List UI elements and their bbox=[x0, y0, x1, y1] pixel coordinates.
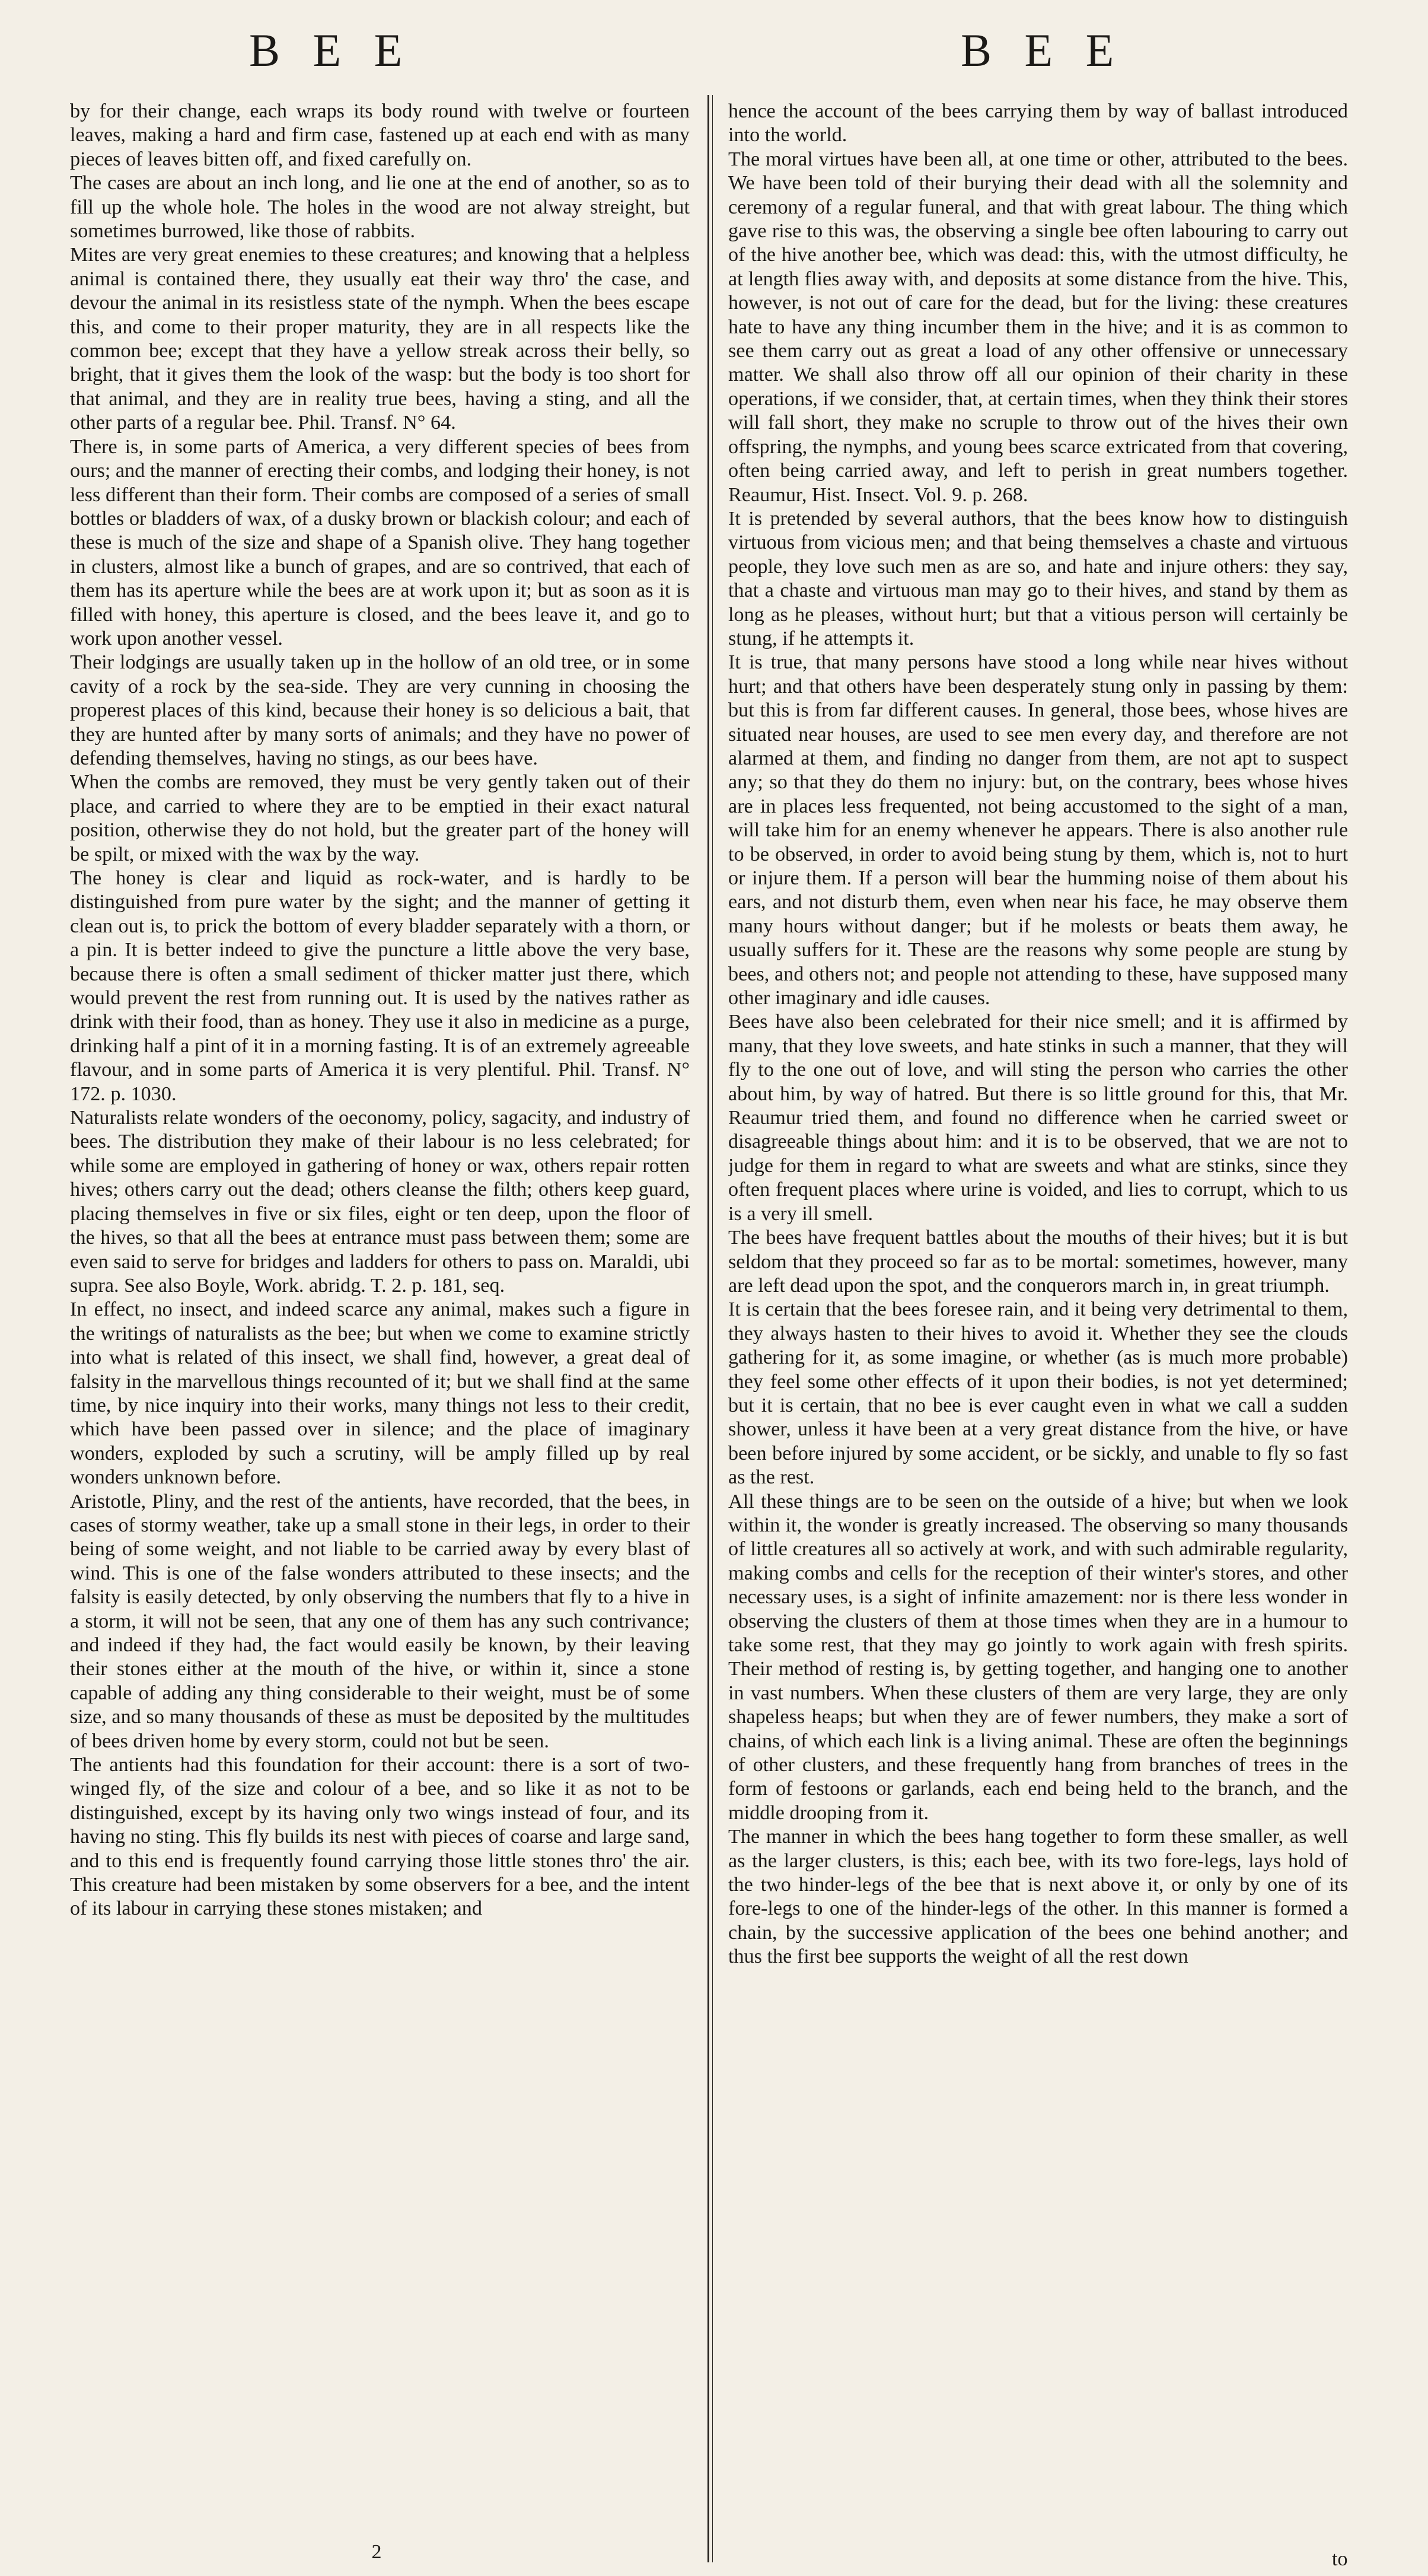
paragraph: All these things are to be seen on the outside of a hive; but when we look within it, the wonder is greatly increased. The observing so many thousands of little creatures all so actively at work, and with such admirable regularity, making combs and cells for the reception of their winter's stores, and other necessary uses, is a sight of infinite amazement: nor is there less wonder in observing the clusters of them at those times when they are in a humour to take some rest, that they may go jointly to work again with fresh spirits. Their method of resting is, by getting together, and hanging one to another in vast numbers. When these clusters of them are very large, they are only shapeless heaps; but when they are of fewer numbers, they make a sort of chains, of which each link is a living animal. These are often the beginnings of other clusters, and these frequently hang from branches of trees in the form of festoons or garlands, each end being held to the branch, and the middle drooping from it. bbox=[728, 1490, 1348, 1824]
paragraph: Their lodgings are usually taken up in the hollow of an old tree, or in some cavity of a rock by the sea-side. They are very cunning in choosing the properest places of this kind, because their honey is so delicious a bait, that they are hunted after by many sorts of animals; and they have no power of defending themselves, having no stings, as our bees have. bbox=[70, 651, 690, 769]
paragraph: When the combs are removed, they must be very gently taken out of their place, and carried to where they are to be emptied in their exact natural position, otherwise they do not hold, but the greater part of the honey will be spilt, or mixed with the wax by the way. bbox=[70, 771, 690, 865]
paragraph: It is true, that many persons have stood a long while near hives without hurt; and that others have been desperately stung only in passing by them: but this is from far different causes. In general, those bees, whose hives are situated near houses, are used to see men every day, and therefore are not alarmed at them, and finding no danger from them, are not apt to suspect any; so that they do them no injury: but, on the contrary, bees whose hives are in places less frequented, not being accustomed to the sight of a man, will take him for an enemy whenever he appears. There is also another rule to be observed, in order to avoid being stung by them, which is, not to hurt or injure them. If a person will bear the humming noise of them about his ears, and not disturb them, even when near his face, he may observe them many hours without danger; but if he molests or beats them away, he usually suffers for it. These are the reasons why some people are stung by bees, and others not; and people not attending to these, have supposed many other imaginary and idle causes. bbox=[728, 651, 1348, 1010]
paragraph: The cases are about an inch long, and lie one at the end of another, so as to fill up the whole hole. The holes in the wood are not alway streight, but sometimes burrowed, like those of rabbits. bbox=[70, 172, 690, 243]
running-head-left: B E E bbox=[249, 24, 413, 76]
paragraph: The honey is clear and liquid as rock-water, and is hardly to be distinguished from pure water by the sight; and the manner of getting it clean out is, to prick the bottom of every bladder separately with a thorn, or a pin. It is better indeed to give the puncture a little above the very base, because there is often a small sediment of thicker matter just there, which would prevent the rest from running out. It is used by the natives rather as drink with their food, than as honey. They use it also in medicine as a purge, drinking half a pint of it in a morning fasting. It is of an extremely agreeable flavour, and in some parts of America it is very plentiful. Phil. Transf. N° 172. p. 1030. bbox=[70, 867, 690, 1105]
page-header bbox=[0, 24, 1428, 107]
paragraph: In effect, no insect, and indeed scarce any animal, makes such a figure in the writings of naturalists as the bee; but when we come to examine strictly into what is related of this insect, we shall find, however, a great deal of falsity in the marvellous things recounted of it; but we shall find at the same time, by nice inquiry into their works, many things not less to their credit, which have been passed over in silence; and the place of imaginary wonders, exploded by such a scrutiny, will be amply filled up by real wonders unknown before. bbox=[70, 1298, 690, 1489]
paragraph: The bees have frequent battles about the mouths of their hives; but it is but seldom that they proceed so far as to be mortal: sometimes, however, many are left dead upon the spot, and the conquerors march in, in great triumph. bbox=[728, 1227, 1348, 1297]
paragraph: The antients had this foundation for their account: there is a sort of two-winged fly, of the size and colour of a bee, and so like it as not to be distinguished, except by its having only two wings instead of four, and its having no sting. This fly builds its nest with pieces of coarse and large sand, and to this end is frequently found carrying those little stones thro' the air. This creature had been mistaken by some observers for a bee, and the intent of its labour in carrying these stones mistaken; and bbox=[70, 1754, 690, 1920]
column-rule bbox=[707, 95, 709, 2562]
paragraph: Aristotle, Pliny, and the rest of the antients, have recorded, that the bees, in cases of stormy weather, take up a small stone in their legs, in order to their being of some weight, and not liable to be carried away by every blast of wind. This is one of the false wonders attributed to these insects; and the falsity is easily detected, by only observing the numbers that fly to a hive in a storm, it will not be seen, that any one of them has any such contrivance; and indeed if they had, the fact would easily be known, by their leaving their stones either at the mouth of the hive, or within it, since a stone capable of adding any thing considerable to their weight, must be of some size, and so many thousands of these as must be deposited by the multitudes of bees driven home by every storm, could not but be seen. bbox=[70, 1490, 690, 1752]
running-head-right: B E E bbox=[961, 24, 1125, 76]
paragraph: The moral virtues have been all, at one time or other, attributed to the bees. We have been told of their burying their dead with all the solemnity and ceremony of a regular funeral, and that with great labour. The thing which gave rise to this was, the observing a single bee often labouring to carry out of the hive another bee, which was dead: this, with the utmost difficulty, he at length flies away with, and deposits at some distance from the hive. This, however, is not out of care for the dead, but for the living: these creatures hate to have any thing incumber them in the hive; and it is as common to see them carry out as great a load of any other offensive or unnecessary matter. We shall also throw off all our opinion of their charity in these operations, if we consider, that, at certain times, when they think their stores will fall short, they make no scruple to throw out of the hives their own offspring, the nymphs, and young bees scarce extricated from that covering, often being carried away, and left to perish in great numbers together. Reaumur, Hist. Insect. Vol. 9. p. 268. bbox=[728, 148, 1348, 506]
paragraph: Mites are very great enemies to these creatures; and knowing that a helpless animal is contained there, they usually eat their way thro' the case, and devour the animal in its resistless state of the nymph. When the bees escape this, and come to their proper maturity, they are in all respects like the common bee; except that they have a yellow streak across their belly, so bright, that it gives them the look of the wasp: but the body is too short for that animal, and they are in reality true bees, having a sting, and all the other parts of a regular bee. Phil. Transf. N° 64. bbox=[70, 244, 690, 434]
paragraph: Naturalists relate wonders of the oeconomy, policy, sagacity, and industry of bees. The distribution they make of their labour is no less celebrated; for while some are employed in gathering of honey or wax, others repair rotten hives; others carry out the dead; others cleanse the filth; others keep guard, placing themselves in five or six files, eight or ten deep, upon the floor of the hives, so that all the bees at entrance must pass between them; some are even said to serve for bridges and ladders for others to pass on. Maraldi, ubi supra. See also Boyle, Work. abridg. T. 2. p. 181, seq. bbox=[70, 1107, 690, 1297]
paragraph: It is certain that the bees foresee rain, and it being very detrimental to them, they always hasten to their hives to avoid it. Whether they see the clouds gathering for it, as some imagine, or whether (as is much more probable) they feel some other effects of it upon their bodies, is not yet determined; but it is certain, that no bee is ever caught even in what we call a sudden shower, unless it have been at a very great distance from the hive, or have been before injured by some accident, or be sickly, and unable to fly so fast as the rest. bbox=[728, 1298, 1348, 1489]
paragraph: hence the account of the bees carrying them by way of ballast introduced into the world. bbox=[728, 100, 1348, 147]
paragraph: by for their change, each wraps its body round with twelve or fourteen leaves, making a hard and firm case, fastened up at each end with as many pieces of leaves bitten off, and fixed carefully on. bbox=[70, 100, 690, 170]
paragraph: There is, in some parts of America, a very different species of bees from ours; and the manner of erecting their combs, and lodging their honey, is not less different than their form. Their combs are composed of a series of small bottles or bladders of wax, of a dusky brown or blackish colour; and each of these is much of the size and shape of a Spanish olive. They hang together in clusters, almost like a bunch of grapes, and are so contrived, that each of them has its aperture while the bees are at work upon it; but as soon as it is filled with honey, this aperture is closed, and the bees leave it, and go to work upon another vessel. bbox=[70, 435, 690, 649]
page-number: 2 bbox=[371, 2541, 382, 2563]
paragraph: It is pretended by several authors, that the bees know how to distinguish virtuous from vicious men; and that being themselves a chaste and virtuous people, they love such men as are so, and hate and injure others: they say, that a chaste and virtuous man may go to their hives, and stand by them as long as he pleases, without hurt; but that a vitious person will certainly be stung, if he attempts it. bbox=[728, 507, 1348, 649]
left-column bbox=[70, 100, 690, 2496]
column-rule-inner bbox=[712, 95, 713, 2562]
paragraph: Bees have also been celebrated for their nice smell; and it is affirmed by many, that they love sweets, and hate stinks in such a manner, that they will fly to the one out of love, and will sting the person who carries the other about him, by way of hatred. But there is so little ground for this, that Mr. Reaumur tried them, and found no difference when he carried sweet or disagreeable things about him: and it is to be observed, that we are not to judge for them in regard to what are sweets and what are stinks, since they often frequent places where urine is voided, and lies to corrupt, which to us is a very ill smell. bbox=[728, 1011, 1348, 1225]
catchword: to bbox=[1332, 2548, 1348, 2570]
paragraph: The manner in which the bees hang together to form these smaller, as well as the larger clusters, is this; each bee, with its two fore-legs, lays hold of the two hinder-legs of the bee that is next above it, or only by one of its fore-legs to one of the hinder-legs of the other. In this manner is formed a chain, by the successive application of the bees one behind another; and thus the first bee supports the weight of all the rest down bbox=[728, 1826, 1348, 1968]
right-column bbox=[728, 100, 1348, 2496]
